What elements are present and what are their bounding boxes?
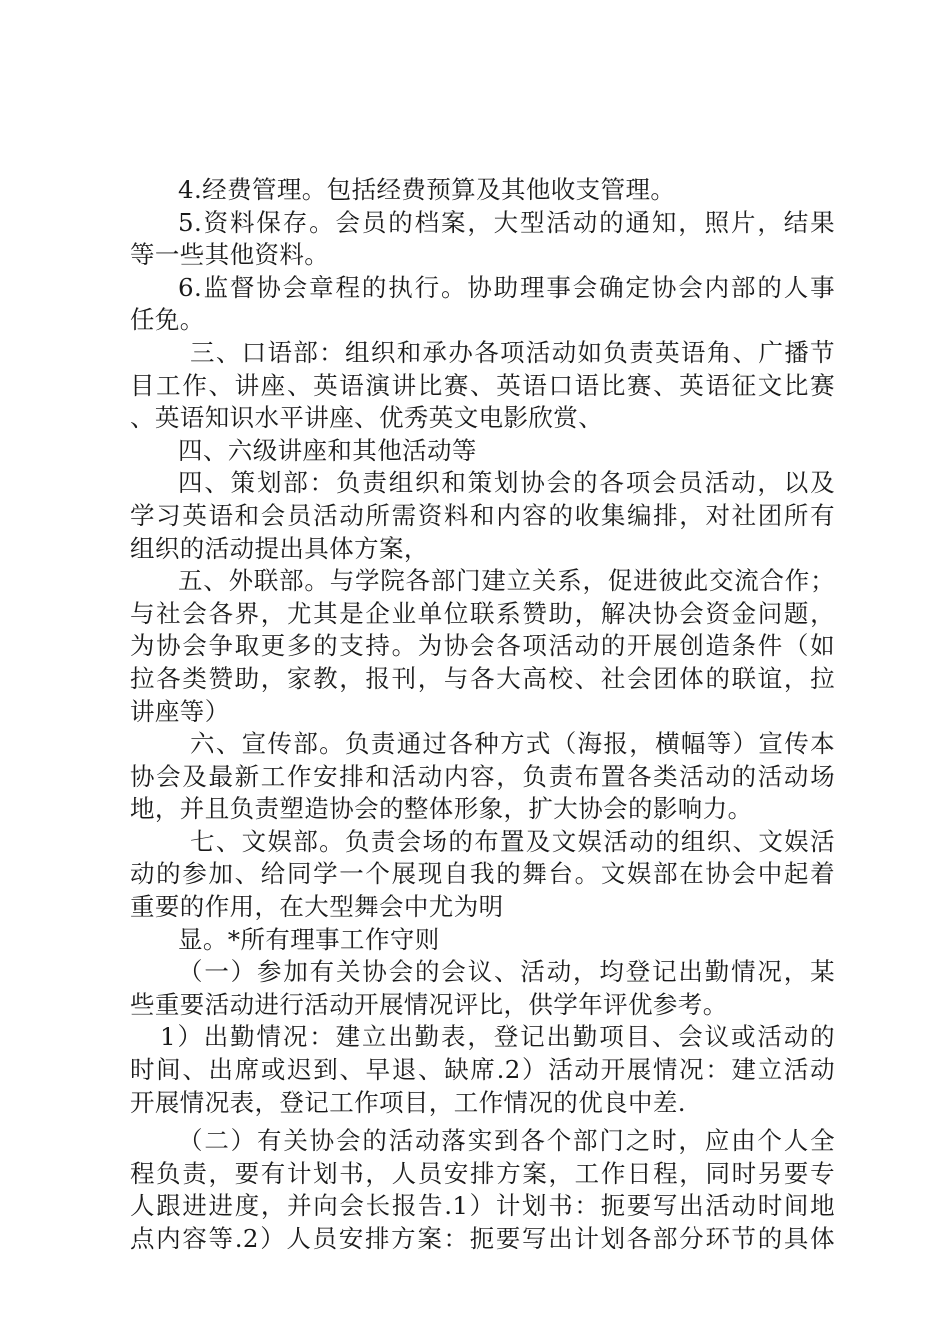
paragraph-line: 四、六级讲座和其他活动等 — [178, 435, 477, 465]
paragraph-line: 协会及最新工作安排和活动内容，负责布置各类活动的活动场 — [130, 761, 835, 791]
paragraph-line: 组织的活动提出具体方案， — [130, 533, 429, 563]
document-body — [130, 174, 835, 1256]
paragraph-line: 人跟进进度，并向会长报告.1）计划书：扼要写出活动时间地 — [130, 1191, 835, 1221]
paragraph-line: 程负责，要有计划书，人员安排方案，工作日程，同时另要专 — [130, 1158, 835, 1188]
paragraph-line: 等一些其他资料。 — [130, 240, 330, 270]
paragraph-line: 、英语知识水平讲座、优秀英文电影欣赏、 — [130, 403, 604, 433]
paragraph-line: 地，并且负责塑造协会的整体形象，扩大协会的影响力。 — [130, 794, 753, 824]
paragraph-line: 任免。 — [130, 305, 205, 335]
paragraph-line: 讲座等） — [130, 696, 230, 726]
paragraph-line: 动的参加、给同学一个展现自我的舞台。文娱部在协会中起着 — [130, 859, 835, 889]
paragraph-line: 为协会争取更多的支持。为协会各项活动的开展创造条件（如 — [130, 631, 835, 661]
paragraph-line: （二）有关协会的活动落实到各个部门之时，应由个人全 — [178, 1126, 835, 1156]
paragraph-line: 四、策划部：负责组织和策划协会的各项会员活动，以及 — [178, 468, 835, 498]
paragraph-line: 与社会各界，尤其是企业单位联系赞助，解决协会资金问题， — [130, 598, 835, 628]
paragraph-line: 开展情况表，登记工作项目，工作情况的优良中差. — [130, 1087, 686, 1117]
paragraph-line: 显。*所有理事工作守则 — [178, 924, 440, 954]
paragraph-line: 六、宣传部。负责通过各种方式（海报，横幅等）宣传本 — [190, 729, 835, 759]
paragraph-line: 时间、出席或迟到、早退、缺席.2）活动开展情况：建立活动 — [130, 1055, 835, 1085]
paragraph-line: 点内容等.2）人员安排方案：扼要写出计划各部分环节的具体 — [130, 1224, 835, 1253]
paragraph-line: 目工作、讲座、英语演讲比赛、英语口语比赛、英语征文比赛 — [130, 370, 835, 400]
paragraph-line: 三、口语部：组织和承办各项活动如负责英语角、广播节 — [190, 337, 835, 367]
paragraph-line: 五、外联部。与学院各部门建立关系，促进彼此交流合作； — [178, 566, 835, 596]
paragraph-line: （一）参加有关协会的会议、活动，均登记出勤情况，某 — [178, 957, 835, 987]
paragraph-line: 拉各类赞助，家教，报刊，与各大高校、社会团体的联谊，拉 — [130, 663, 835, 693]
paragraph-line: 4.经费管理。包括经费预算及其他收支管理。 — [178, 175, 676, 204]
paragraph-line: 些重要活动进行活动开展情况评比，供学年评优参考。 — [130, 989, 728, 1019]
paragraph-line: 6.监督协会章程的执行。协助理事会确定协会内部的人事 — [178, 272, 835, 302]
paragraph-line: 重要的作用，在大型舞会中尤为明 — [130, 892, 504, 922]
paragraph-line: 七、文娱部。负责会场的布置及文娱活动的组织、文娱活 — [190, 826, 835, 856]
paragraph-line: 5.资料保存。会员的档案，大型活动的通知，照片，结果 — [178, 207, 835, 237]
paragraph-line: 1）出勤情况：建立出勤表，登记出勤项目、会议或活动的 — [160, 1022, 835, 1052]
paragraph-line: 学习英语和会员活动所需资料和内容的收集编排，对社团所有 — [130, 500, 835, 530]
